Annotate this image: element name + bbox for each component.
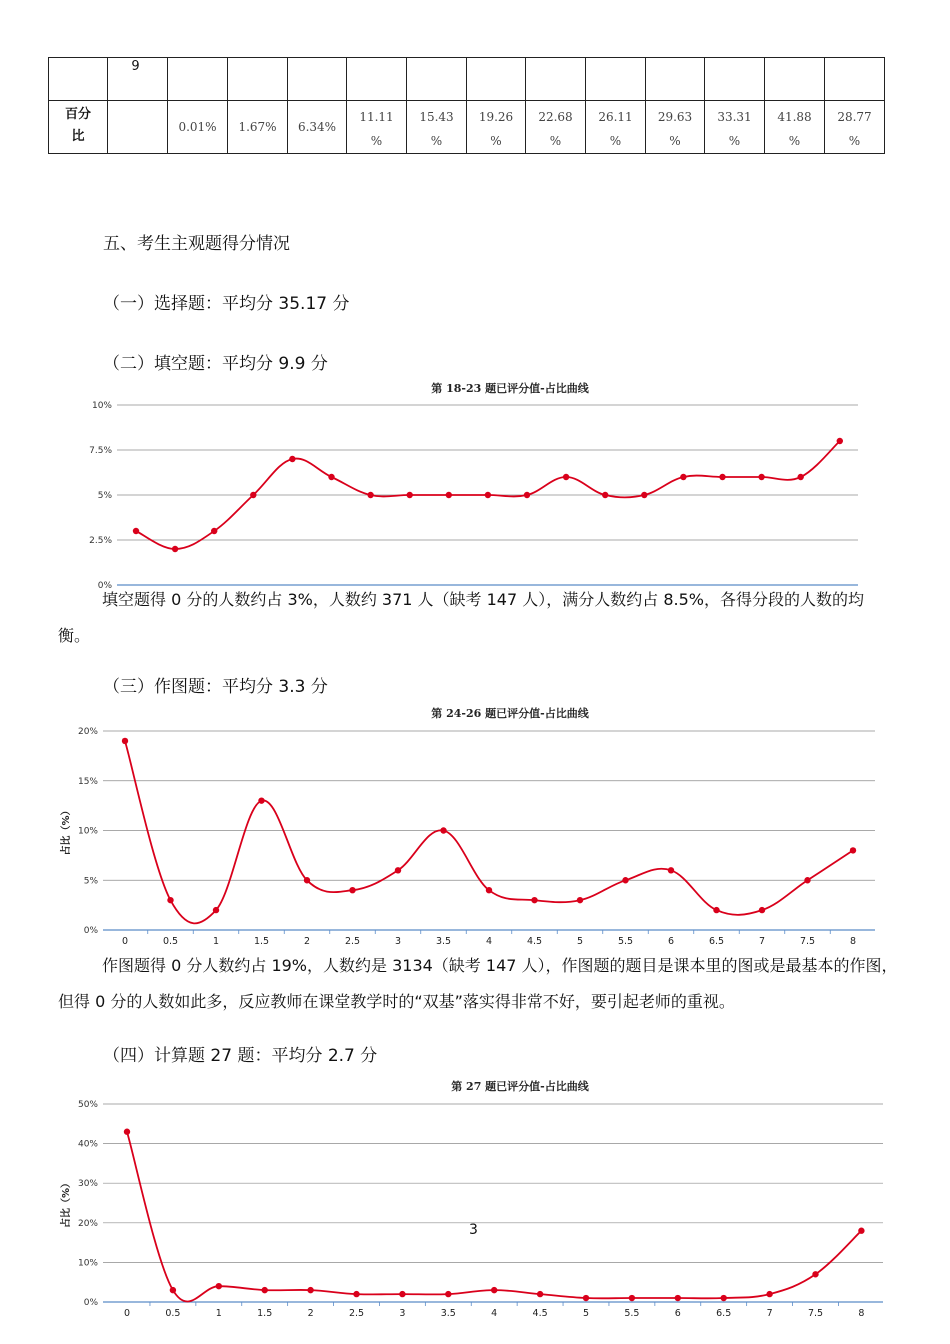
y-tick-label: 2.5% [89, 536, 112, 546]
x-tick-label: 6 [674, 1308, 681, 1319]
data-point [124, 1129, 130, 1135]
table-cell [765, 58, 825, 101]
data-point [680, 474, 686, 480]
x-tick-label: 2.5 [348, 1308, 365, 1319]
fill-blank-chart [80, 395, 880, 597]
data-point [395, 867, 401, 873]
table-row-label: 百分 比 [49, 101, 108, 154]
data-point [641, 492, 647, 498]
x-tick-label: 5 [582, 1308, 590, 1319]
section-heading: 五、考生主观题得分情况 [103, 234, 290, 254]
data-point [675, 1295, 681, 1301]
x-tick-label: 0.5 [162, 936, 179, 947]
table-cell: 26.11 % [586, 101, 646, 154]
table-cell: 28.77 % [825, 101, 885, 154]
table-cell [646, 58, 705, 101]
x-tick-label: 4 [491, 1308, 498, 1319]
chart-title: 第 18-23 题已评分值-占比曲线 [431, 382, 589, 395]
fill-blank-heading: （二）填空题：平均分 9.9 分 [103, 354, 328, 374]
chart-title: 第 27 题已评分值-占比曲线 [451, 1080, 589, 1093]
data-point [262, 1287, 268, 1293]
table-cell: 0.01% [168, 101, 228, 154]
data-point [721, 1295, 727, 1301]
data-point [349, 887, 355, 893]
table-cell [228, 58, 288, 101]
data-point [577, 897, 583, 903]
x-tick-label: 1.5 [257, 1308, 273, 1319]
calculation-question-heading: （四）计算题 27 题：平均分 2.7 分 [103, 1046, 378, 1066]
data-point [758, 474, 764, 480]
table-cell: 11.11 % [347, 101, 407, 154]
data-point [759, 907, 765, 913]
data-point [812, 1271, 818, 1277]
data-point [486, 887, 492, 893]
x-tick-label: 1.5 [253, 936, 270, 947]
data-point [531, 897, 537, 903]
data-point [668, 867, 674, 873]
data-point [307, 1287, 313, 1293]
table-cell [288, 58, 347, 101]
table-row [49, 101, 885, 154]
y-tick-label: 10% [77, 826, 98, 837]
table-cell: 19.26 % [467, 101, 526, 154]
x-tick-label: 0 [123, 1308, 131, 1319]
y-tick-label: 40% [77, 1139, 98, 1150]
data-point [216, 1283, 222, 1289]
x-tick-label: 7.5 [807, 1308, 824, 1319]
x-tick-label: 1 [212, 936, 220, 947]
table-cell: 33.31 % [705, 101, 765, 154]
y-axis-label: 占比（%） [61, 805, 72, 856]
data-point [170, 1287, 176, 1293]
table-cell [825, 58, 885, 101]
data-point [798, 474, 804, 480]
drawing-analysis: 作图题得 0 分人数约占 19%，人数约是 3134（缺考 147 人），作图题的题目是课本里的图或是最基本的作图，但得 0 分的人数如此多，反应教师在课堂教学时的“双基”落实得非常不好，要引起老师的重视。 [58, 956, 898, 1011]
y-tick-label: 0% [83, 1298, 98, 1308]
drawing-chart [55, 720, 895, 950]
data-point [211, 528, 217, 534]
x-tick-label: 6 [667, 936, 675, 947]
y-tick-label: 7.5% [89, 446, 112, 456]
table-cell [347, 58, 407, 101]
series-line [125, 741, 853, 923]
data-point [167, 897, 173, 903]
table-cell [49, 58, 108, 101]
data-point [491, 1287, 497, 1293]
y-tick-label: 0% [83, 926, 98, 936]
data-point [713, 907, 719, 913]
x-tick-label: 3.5 [435, 936, 452, 947]
y-tick-label: 20% [77, 727, 98, 737]
calculation-chart [55, 1094, 895, 1324]
x-tick-label: 2 [303, 936, 311, 947]
data-point [407, 492, 413, 498]
x-tick-label: 6.5 [708, 936, 725, 947]
data-point [304, 877, 310, 883]
x-tick-label: 5 [576, 936, 584, 947]
data-point [258, 797, 264, 803]
x-tick-label: 1 [215, 1308, 222, 1319]
table-cell [108, 101, 168, 154]
table-cell [586, 58, 646, 101]
y-tick-label: 30% [77, 1179, 98, 1190]
x-tick-label: 5.5 [624, 1308, 640, 1319]
data-point [328, 474, 334, 480]
drawing-question-heading: （三）作图题：平均分 3.3 分 [103, 677, 328, 697]
x-tick-label: 2.5 [344, 936, 361, 947]
data-point [766, 1291, 772, 1297]
x-tick-label: 8 [858, 1308, 865, 1319]
data-point [837, 438, 843, 444]
data-point [440, 827, 446, 833]
y-tick-label: 20% [77, 1218, 98, 1229]
fill-blank-analysis: 填空题得 0 分的人数约占 3%，人数约 371 人（缺考 147 人），满分人数约占 8.5%，各得分段的人数的均衡。 [58, 590, 864, 645]
table-cell: 1.67% [228, 101, 288, 154]
x-tick-label: 5.5 [617, 936, 634, 947]
y-tick-label: 10% [91, 401, 112, 411]
data-point [289, 456, 295, 462]
data-point [172, 546, 178, 552]
x-tick-label: 4 [485, 936, 493, 947]
page-number: 3 [469, 1222, 478, 1238]
table-cell [705, 58, 765, 101]
x-tick-label: 3 [394, 936, 402, 947]
data-point [485, 492, 491, 498]
series-line [127, 1132, 861, 1302]
x-tick-label: 0.5 [165, 1308, 181, 1319]
table-cell: 22.68 % [526, 101, 586, 154]
x-tick-label: 4.5 [526, 936, 543, 947]
y-tick-label: 5% [97, 491, 112, 501]
y-tick-label: 15% [77, 776, 98, 787]
data-point [446, 492, 452, 498]
data-point [563, 474, 569, 480]
table-cell: 9 [108, 58, 168, 101]
data-point [367, 492, 373, 498]
table-cell: 15.43 % [407, 101, 467, 154]
y-tick-label: 50% [77, 1100, 98, 1110]
data-point [583, 1295, 589, 1301]
data-point [353, 1291, 359, 1297]
data-point [213, 907, 219, 913]
data-point [250, 492, 256, 498]
x-tick-label: 6.5 [716, 1308, 732, 1319]
x-tick-label: 2 [307, 1308, 314, 1319]
x-tick-label: 7.5 [799, 936, 816, 947]
data-point [622, 877, 628, 883]
data-point [602, 492, 608, 498]
x-tick-label: 7 [766, 1308, 773, 1319]
table-cell [168, 58, 228, 101]
x-tick-label: 0 [121, 936, 129, 947]
x-tick-label: 3 [399, 1308, 406, 1319]
choice-question-heading: （一）选择题：平均分 35.17 分 [103, 294, 350, 314]
y-tick-label: 0% [97, 581, 112, 591]
data-point [399, 1291, 405, 1297]
data-point [719, 474, 725, 480]
table-cell [407, 58, 467, 101]
chart-title: 第 24-26 题已评分值-占比曲线 [431, 707, 589, 720]
table-cell [526, 58, 586, 101]
y-axis-label: 占比（%） [61, 1177, 72, 1229]
table-cell: 41.88 % [765, 101, 825, 154]
x-tick-label: 8 [849, 936, 857, 947]
x-tick-label: 3.5 [440, 1308, 456, 1319]
data-point [804, 877, 810, 883]
data-point [524, 492, 530, 498]
y-tick-label: 5% [83, 876, 98, 887]
y-tick-label: 10% [77, 1258, 98, 1269]
data-point [850, 847, 856, 853]
score-percentage-table [48, 57, 885, 154]
x-tick-label: 4.5 [532, 1308, 548, 1319]
data-point [122, 738, 128, 744]
data-point [858, 1228, 864, 1234]
table-row [49, 58, 885, 101]
table-cell [467, 58, 526, 101]
data-point [445, 1291, 451, 1297]
data-point [133, 528, 139, 534]
data-point [537, 1291, 543, 1297]
table-cell: 6.34% [288, 101, 347, 154]
data-point [629, 1295, 635, 1301]
table-cell: 29.63 % [646, 101, 705, 154]
x-tick-label: 7 [758, 936, 766, 947]
